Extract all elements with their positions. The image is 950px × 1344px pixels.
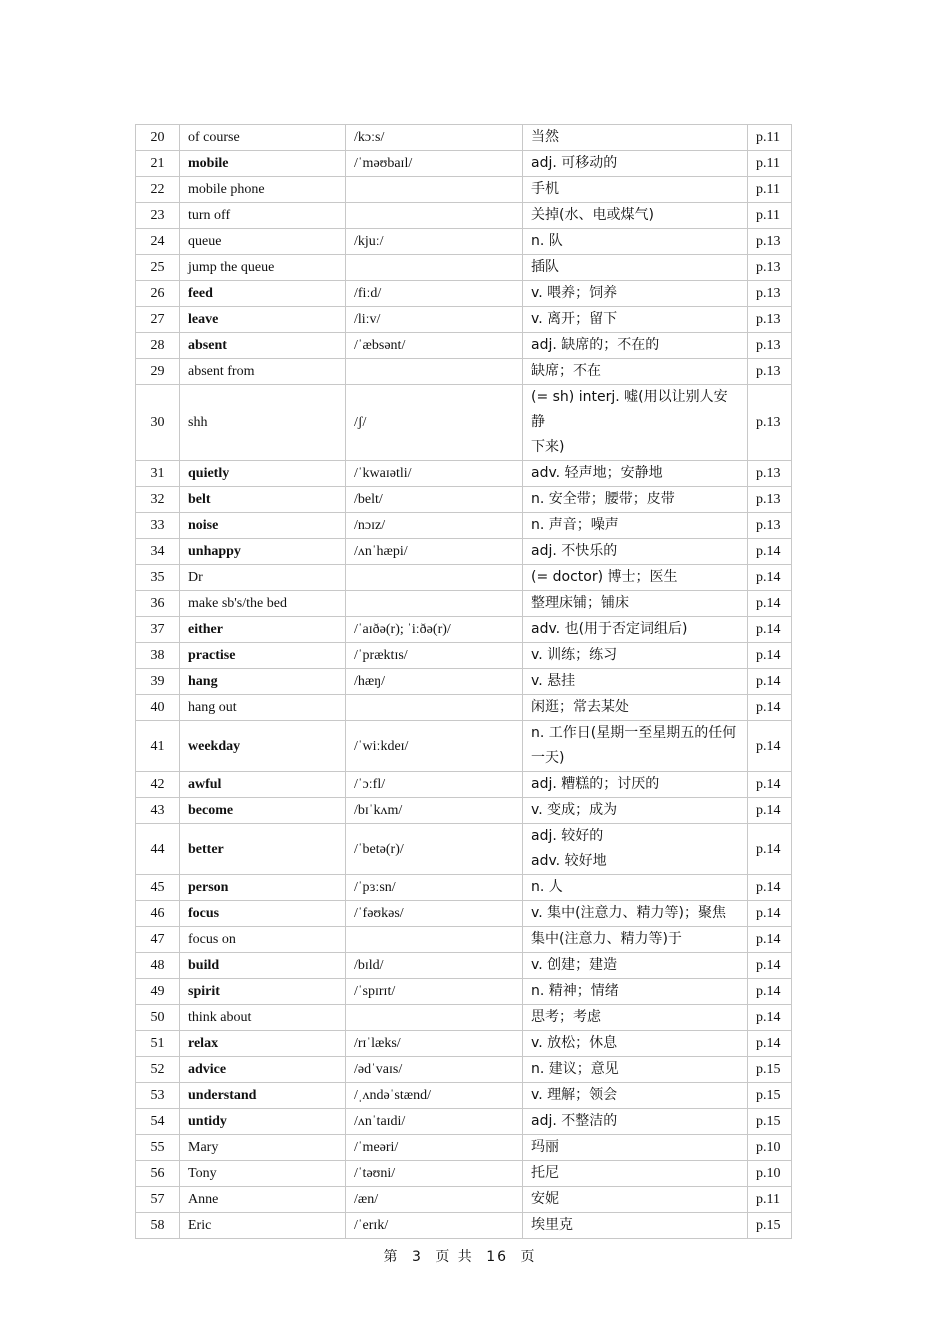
meaning-line: adv. 轻声地；安静地 (531, 465, 663, 481)
meaning-cell (523, 927, 748, 953)
meaning-cell (523, 901, 748, 927)
meaning-line: adj. 可移动的 (531, 155, 618, 171)
meaning-cell (523, 721, 748, 772)
meaning-line: 埃里克 (531, 1217, 573, 1233)
row-number: 58 (136, 1213, 180, 1239)
table-row (136, 177, 792, 203)
meaning-cell (523, 824, 748, 875)
row-number: 44 (136, 824, 180, 875)
meaning-cell (523, 979, 748, 1005)
table-row (136, 539, 792, 565)
meaning-line: adv. 也(用于否定词组后) (531, 621, 688, 637)
word-cell: noise (180, 513, 346, 539)
meaning-cell (523, 307, 748, 333)
footer-current-page: 3 (411, 1249, 423, 1265)
meaning-cell (523, 229, 748, 255)
word-cell: become (180, 798, 346, 824)
word-cell: Mary (180, 1135, 346, 1161)
table-row (136, 1057, 792, 1083)
page-ref-cell: p.14 (748, 1031, 792, 1057)
word-cell: either (180, 617, 346, 643)
row-number: 51 (136, 1031, 180, 1057)
row-number: 34 (136, 539, 180, 565)
word-cell: absent from (180, 359, 346, 385)
word-cell: absent (180, 333, 346, 359)
page-ref-cell: p.14 (748, 643, 792, 669)
table-row (136, 669, 792, 695)
phonetic-cell: /ˈwiːkdeɪ/ (346, 721, 523, 772)
word-cell: hang (180, 669, 346, 695)
meaning-cell (523, 1161, 748, 1187)
page-ref-cell: p.13 (748, 513, 792, 539)
row-number: 43 (136, 798, 180, 824)
table-row (136, 125, 792, 151)
word-cell: belt (180, 487, 346, 513)
word-cell: focus (180, 901, 346, 927)
table-row (136, 565, 792, 591)
row-number: 27 (136, 307, 180, 333)
page-ref-cell: p.13 (748, 385, 792, 461)
meaning-cell (523, 1109, 748, 1135)
table-row (136, 385, 792, 461)
phonetic-cell: /fiːd/ (346, 281, 523, 307)
page-ref-cell: p.13 (748, 359, 792, 385)
row-number: 57 (136, 1187, 180, 1213)
row-number: 49 (136, 979, 180, 1005)
meaning-line: n. 安全带；腰带；皮带 (531, 491, 675, 507)
phonetic-cell: /ˈɔːfl/ (346, 772, 523, 798)
meaning-cell (523, 591, 748, 617)
row-number: 33 (136, 513, 180, 539)
page-ref-cell: p.15 (748, 1213, 792, 1239)
meaning-line: 关掉(水、电或煤气) (531, 207, 654, 223)
page-ref-cell: p.14 (748, 953, 792, 979)
meaning-line: adj. 不整洁的 (531, 1113, 618, 1129)
footer-prefix: 第 (383, 1249, 400, 1265)
page-ref-cell: p.13 (748, 229, 792, 255)
meaning-line: 闲逛；常去某处 (531, 699, 629, 715)
footer-mid: 页 共 (435, 1249, 474, 1265)
meaning-line: 手机 (531, 181, 559, 197)
meaning-cell (523, 953, 748, 979)
row-number: 53 (136, 1083, 180, 1109)
word-cell: relax (180, 1031, 346, 1057)
table-row (136, 333, 792, 359)
table-row (136, 255, 792, 281)
meaning-line: 插队 (531, 259, 559, 275)
page-ref-cell: p.15 (748, 1109, 792, 1135)
word-cell: unhappy (180, 539, 346, 565)
meaning-line: 集中(注意力、精力等)于 (531, 931, 682, 947)
meaning-cell (523, 1005, 748, 1031)
row-number: 30 (136, 385, 180, 461)
phonetic-cell: /bɪld/ (346, 953, 523, 979)
meaning-line: v. 喂养；饲养 (531, 285, 618, 301)
phonetic-cell (346, 177, 523, 203)
phonetic-cell: /ʌnˈtaɪdi/ (346, 1109, 523, 1135)
meaning-cell (523, 798, 748, 824)
meaning-line: adj. 较好的 (531, 828, 604, 844)
page-ref-cell: p.14 (748, 669, 792, 695)
table-row (136, 229, 792, 255)
word-cell: advice (180, 1057, 346, 1083)
meaning-line: n. 建议；意见 (531, 1061, 619, 1077)
meaning-cell (523, 1187, 748, 1213)
phonetic-cell: /ˈæbsənt/ (346, 333, 523, 359)
page-ref-cell: p.14 (748, 1005, 792, 1031)
meaning-line: 下来) (531, 439, 565, 455)
row-number: 23 (136, 203, 180, 229)
phonetic-cell (346, 591, 523, 617)
meaning-cell (523, 125, 748, 151)
page-ref-cell: p.14 (748, 772, 792, 798)
word-cell: weekday (180, 721, 346, 772)
table-row (136, 1187, 792, 1213)
row-number: 26 (136, 281, 180, 307)
table-row (136, 307, 792, 333)
phonetic-cell (346, 1005, 523, 1031)
row-number: 29 (136, 359, 180, 385)
page-ref-cell: p.11 (748, 125, 792, 151)
row-number: 42 (136, 772, 180, 798)
page-ref-cell: p.14 (748, 927, 792, 953)
phonetic-cell: /bɪˈkʌm/ (346, 798, 523, 824)
table-row (136, 721, 792, 772)
word-cell: Tony (180, 1161, 346, 1187)
phonetic-cell (346, 255, 523, 281)
meaning-line: v. 训练；练习 (531, 647, 618, 663)
word-cell: hang out (180, 695, 346, 721)
word-cell: Anne (180, 1187, 346, 1213)
table-row (136, 1161, 792, 1187)
row-number: 28 (136, 333, 180, 359)
phonetic-cell: /ˈaɪðə(r); ˈiːðə(r)/ (346, 617, 523, 643)
phonetic-cell: /ˈməʊbaɪl/ (346, 151, 523, 177)
word-cell: practise (180, 643, 346, 669)
page-ref-cell: p.13 (748, 281, 792, 307)
table-row (136, 1031, 792, 1057)
phonetic-cell: /ˈfəʊkəs/ (346, 901, 523, 927)
row-number: 39 (136, 669, 180, 695)
word-cell: person (180, 875, 346, 901)
meaning-cell (523, 539, 748, 565)
page-ref-cell: p.13 (748, 461, 792, 487)
word-cell: untidy (180, 1109, 346, 1135)
row-number: 46 (136, 901, 180, 927)
vocabulary-table (135, 124, 792, 1239)
page-ref-cell: p.13 (748, 487, 792, 513)
meaning-line: v. 创建；建造 (531, 957, 618, 973)
meaning-cell (523, 617, 748, 643)
phonetic-cell: /ˌʌndəˈstænd/ (346, 1083, 523, 1109)
row-number: 32 (136, 487, 180, 513)
meaning-line: 玛丽 (531, 1139, 559, 1155)
phonetic-cell: /ˈtəʊni/ (346, 1161, 523, 1187)
vocabulary-table-body (136, 125, 792, 1239)
meaning-cell (523, 513, 748, 539)
meaning-line: adj. 缺席的；不在的 (531, 337, 660, 353)
page-ref-cell: p.14 (748, 901, 792, 927)
meaning-line: 当然 (531, 129, 559, 145)
table-row (136, 203, 792, 229)
meaning-line: (= doctor) 博士；医生 (531, 569, 678, 585)
word-cell: spirit (180, 979, 346, 1005)
meaning-line: n. 人 (531, 879, 563, 895)
row-number: 41 (136, 721, 180, 772)
table-row (136, 1083, 792, 1109)
phonetic-cell: /kjuː/ (346, 229, 523, 255)
phonetic-cell: /belt/ (346, 487, 523, 513)
table-row (136, 927, 792, 953)
phonetic-cell (346, 359, 523, 385)
page-ref-cell: p.14 (748, 979, 792, 1005)
page-ref-cell: p.14 (748, 695, 792, 721)
page-ref-cell: p.14 (748, 798, 792, 824)
row-number: 24 (136, 229, 180, 255)
page-ref-cell: p.13 (748, 307, 792, 333)
meaning-line: 整理床铺；铺床 (531, 595, 629, 611)
table-row (136, 695, 792, 721)
meaning-line: n. 工作日(星期一至星期五的任何 (531, 725, 737, 741)
word-cell: understand (180, 1083, 346, 1109)
row-number: 50 (136, 1005, 180, 1031)
phonetic-cell: /nɔɪz/ (346, 513, 523, 539)
meaning-line: adj. 糟糕的；讨厌的 (531, 776, 660, 792)
meaning-line: 缺席；不在 (531, 363, 601, 379)
table-row (136, 953, 792, 979)
meaning-line: v. 放松；休息 (531, 1035, 618, 1051)
meaning-cell (523, 1031, 748, 1057)
row-number: 36 (136, 591, 180, 617)
meaning-cell (523, 1057, 748, 1083)
table-row (136, 359, 792, 385)
footer-suffix: 页 (520, 1249, 537, 1265)
table-row (136, 901, 792, 927)
meaning-cell (523, 177, 748, 203)
word-cell: better (180, 824, 346, 875)
meaning-line: 思考；考虑 (531, 1009, 601, 1025)
word-cell: shh (180, 385, 346, 461)
meaning-line: v. 悬挂 (531, 673, 576, 689)
meaning-cell (523, 151, 748, 177)
page-ref-cell: p.10 (748, 1135, 792, 1161)
table-row (136, 798, 792, 824)
phonetic-cell: /ʃ/ (346, 385, 523, 461)
page-footer (0, 1246, 920, 1266)
row-number: 20 (136, 125, 180, 151)
row-number: 31 (136, 461, 180, 487)
table-row (136, 1109, 792, 1135)
table-row (136, 979, 792, 1005)
row-number: 52 (136, 1057, 180, 1083)
meaning-line: n. 队 (531, 233, 563, 249)
word-cell: queue (180, 229, 346, 255)
table-row (136, 1005, 792, 1031)
row-number: 21 (136, 151, 180, 177)
phonetic-cell: /ˈkwaɪətli/ (346, 461, 523, 487)
word-cell: Dr (180, 565, 346, 591)
phonetic-cell: /rɪˈlæks/ (346, 1031, 523, 1057)
page-ref-cell: p.14 (748, 824, 792, 875)
meaning-line: adj. 不快乐的 (531, 543, 618, 559)
meaning-line: 一天) (531, 750, 565, 766)
meaning-line: n. 精神；情绪 (531, 983, 619, 999)
page-ref-cell: p.10 (748, 1161, 792, 1187)
page-ref-cell: p.14 (748, 539, 792, 565)
word-cell: turn off (180, 203, 346, 229)
meaning-cell (523, 203, 748, 229)
word-cell: build (180, 953, 346, 979)
row-number: 47 (136, 927, 180, 953)
row-number: 40 (136, 695, 180, 721)
table-row (136, 617, 792, 643)
word-cell: quietly (180, 461, 346, 487)
row-number: 22 (136, 177, 180, 203)
phonetic-cell: /æn/ (346, 1187, 523, 1213)
word-cell: mobile phone (180, 177, 346, 203)
phonetic-cell (346, 565, 523, 591)
page-ref-cell: p.13 (748, 333, 792, 359)
page-ref-cell: p.14 (748, 617, 792, 643)
phonetic-cell: /ˈspɪrɪt/ (346, 979, 523, 1005)
page-ref-cell: p.11 (748, 1187, 792, 1213)
meaning-cell (523, 333, 748, 359)
meaning-cell (523, 359, 748, 385)
table-row (136, 643, 792, 669)
meaning-cell (523, 1083, 748, 1109)
meaning-line: n. 声音；噪声 (531, 517, 619, 533)
word-cell: jump the queue (180, 255, 346, 281)
word-cell: think about (180, 1005, 346, 1031)
phonetic-cell (346, 927, 523, 953)
word-cell: of course (180, 125, 346, 151)
meaning-line: v. 理解；领会 (531, 1087, 618, 1103)
page-ref-cell: p.11 (748, 203, 792, 229)
row-number: 25 (136, 255, 180, 281)
meaning-cell (523, 643, 748, 669)
row-number: 35 (136, 565, 180, 591)
meaning-cell (523, 487, 748, 513)
word-cell: leave (180, 307, 346, 333)
phonetic-cell: /ʌnˈhæpi/ (346, 539, 523, 565)
word-cell: Eric (180, 1213, 346, 1239)
row-number: 38 (136, 643, 180, 669)
meaning-cell (523, 565, 748, 591)
meaning-cell (523, 695, 748, 721)
meaning-line: adv. 较好地 (531, 853, 607, 869)
word-cell: feed (180, 281, 346, 307)
table-row (136, 875, 792, 901)
row-number: 55 (136, 1135, 180, 1161)
phonetic-cell: /ˈmeəri/ (346, 1135, 523, 1161)
meaning-cell (523, 461, 748, 487)
meaning-cell (523, 281, 748, 307)
meaning-line: v. 变成；成为 (531, 802, 618, 818)
phonetic-cell: /ˈerɪk/ (346, 1213, 523, 1239)
page-ref-cell: p.14 (748, 721, 792, 772)
table-row (136, 461, 792, 487)
page-ref-cell: p.14 (748, 591, 792, 617)
meaning-line: (= sh) interj. 嘘(用以让别人安静 (531, 389, 728, 430)
page-ref-cell: p.11 (748, 151, 792, 177)
word-cell: make sb's/the bed (180, 591, 346, 617)
page-ref-cell: p.14 (748, 875, 792, 901)
meaning-cell (523, 385, 748, 461)
meaning-line: 托尼 (531, 1165, 559, 1181)
page-ref-cell: p.13 (748, 255, 792, 281)
row-number: 45 (136, 875, 180, 901)
phonetic-cell: /liːv/ (346, 307, 523, 333)
table-row (136, 1135, 792, 1161)
table-row (136, 151, 792, 177)
meaning-cell (523, 1135, 748, 1161)
page-ref-cell: p.15 (748, 1083, 792, 1109)
row-number: 48 (136, 953, 180, 979)
table-row (136, 772, 792, 798)
meaning-cell (523, 1213, 748, 1239)
meaning-line: v. 离开；留下 (531, 311, 618, 327)
phonetic-cell: /ədˈvaɪs/ (346, 1057, 523, 1083)
meaning-line: 安妮 (531, 1191, 559, 1207)
meaning-cell (523, 669, 748, 695)
phonetic-cell: /kɔːs/ (346, 125, 523, 151)
phonetic-cell: /ˈbetə(r)/ (346, 824, 523, 875)
meaning-cell (523, 875, 748, 901)
meaning-cell (523, 772, 748, 798)
meaning-line: v. 集中(注意力、精力等)；聚焦 (531, 905, 727, 921)
table-row (136, 487, 792, 513)
page-ref-cell: p.11 (748, 177, 792, 203)
phonetic-cell: /hæŋ/ (346, 669, 523, 695)
word-cell: mobile (180, 151, 346, 177)
phonetic-cell (346, 695, 523, 721)
table-row (136, 824, 792, 875)
table-row (136, 591, 792, 617)
phonetic-cell: /ˈpræktɪs/ (346, 643, 523, 669)
row-number: 54 (136, 1109, 180, 1135)
page-ref-cell: p.15 (748, 1057, 792, 1083)
footer-total-pages: 16 (486, 1249, 509, 1265)
table-row (136, 1213, 792, 1239)
table-row (136, 281, 792, 307)
row-number: 37 (136, 617, 180, 643)
row-number: 56 (136, 1161, 180, 1187)
page-ref-cell: p.14 (748, 565, 792, 591)
meaning-cell (523, 255, 748, 281)
table-row (136, 513, 792, 539)
phonetic-cell (346, 203, 523, 229)
word-cell: awful (180, 772, 346, 798)
phonetic-cell: /ˈpɜːsn/ (346, 875, 523, 901)
word-cell: focus on (180, 927, 346, 953)
